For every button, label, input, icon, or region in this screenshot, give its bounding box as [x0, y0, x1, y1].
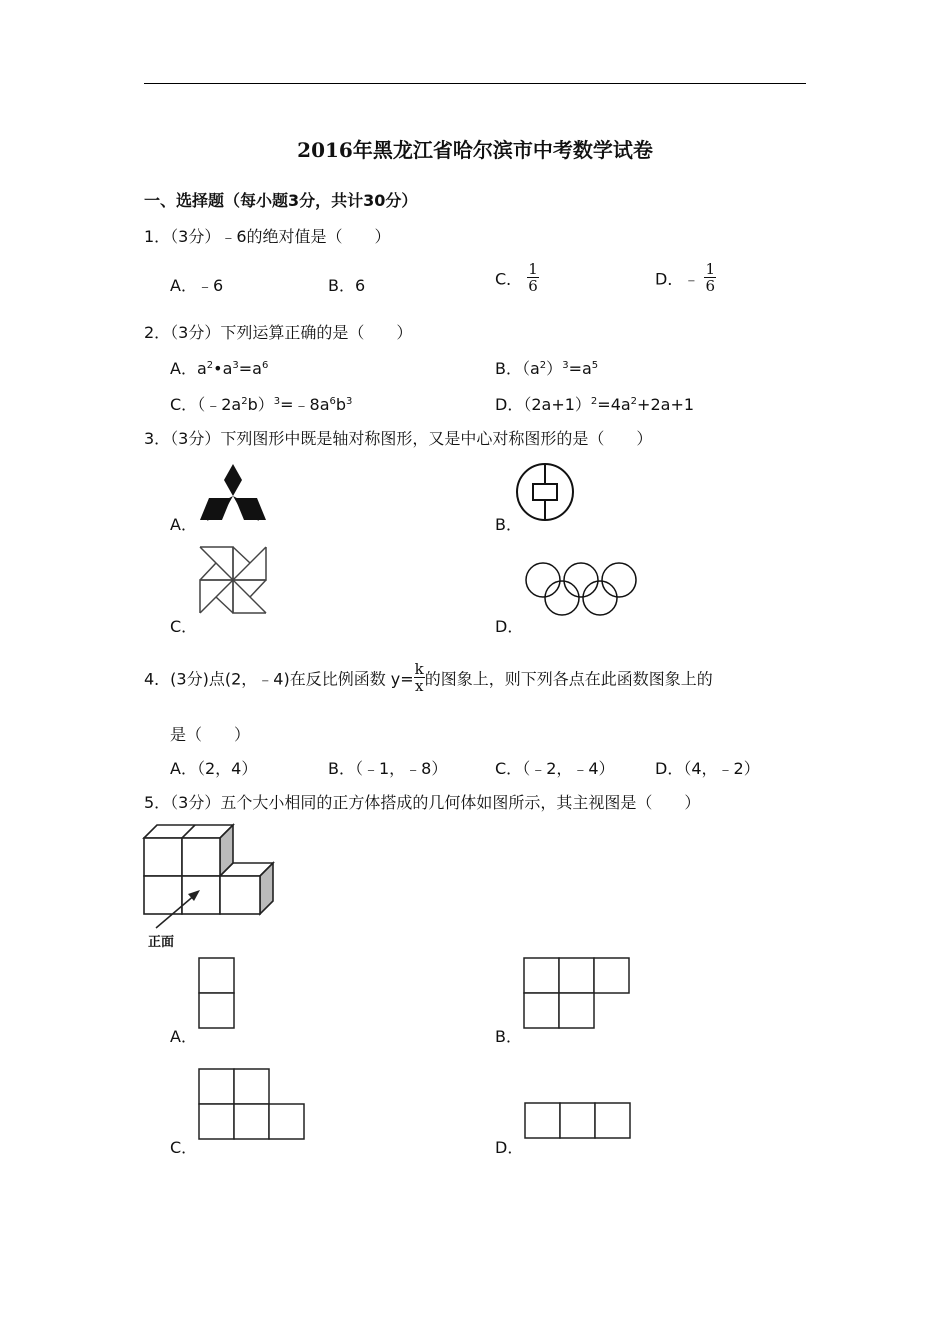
coin-figure	[515, 462, 575, 522]
q1-option-b[interactable]	[328, 273, 365, 296]
option-label: D．	[495, 395, 524, 414]
header-rule	[144, 83, 806, 84]
q4-option-b[interactable]	[328, 756, 447, 779]
option-text: $(a^2)^3=a^5$	[521, 359, 599, 378]
fraction-numerator: 1	[528, 260, 538, 278]
section-heading: 一、选择题（每小题3分，共计30分）	[144, 191, 418, 210]
pinwheel-figure	[198, 545, 268, 615]
q2-option-d[interactable]	[495, 392, 694, 415]
q2-option-b[interactable]	[495, 356, 598, 379]
question-4-stem-line2: 是（ ）	[170, 725, 251, 744]
option-label: A．	[170, 359, 197, 378]
question-2-stem: 2．（3分）下列运算正确的是（ ）	[144, 323, 413, 342]
fraction-numerator: k	[414, 660, 424, 678]
option-label: B．	[328, 276, 355, 295]
q3-option-d-label[interactable]: D．	[495, 617, 524, 636]
option-text: 6	[354, 276, 366, 295]
q5-option-d-label[interactable]: D．	[495, 1138, 524, 1157]
q4-option-a[interactable]	[170, 756, 257, 779]
option-text: $a^2•a^3=a^6$	[196, 359, 269, 378]
question-1-stem: 1．（3分）﹣6的绝对值是（ ）	[144, 227, 391, 246]
q1-option-d[interactable]	[655, 262, 716, 294]
q5-option-b-label[interactable]: B．	[495, 1027, 522, 1046]
q2-option-c[interactable]	[170, 392, 352, 415]
fraction-denominator: x	[414, 677, 424, 695]
option-text: ﹣6	[196, 276, 224, 295]
q3-option-a-label[interactable]: A．	[170, 515, 197, 534]
stem-text: 4．(3分)点(2，﹣4)在反比例函数 y=	[144, 669, 414, 689]
option-label: A．	[170, 759, 197, 778]
option-text: $(2a+1)^2=4a^2+2a+1$	[523, 395, 695, 414]
option-label: C．	[495, 269, 523, 289]
option-label: D．	[655, 269, 684, 289]
fraction-denominator: 6	[705, 277, 715, 295]
question-3-stem: 3．（3分）下列图形中既是轴对称图形，又是中心对称图形的是（ ）	[144, 429, 653, 448]
three-diamonds-figure	[198, 462, 268, 524]
option-label: D．	[655, 759, 684, 778]
q5-option-a-label[interactable]: A．	[170, 1027, 197, 1046]
q3-option-b-label[interactable]: B．	[495, 515, 522, 534]
q1-option-a[interactable]	[170, 273, 223, 296]
page-title: 2016年黑龙江省哈尔滨市中考数学试卷	[297, 138, 653, 162]
option-label: C．	[170, 395, 198, 414]
option-text: （4，﹣2）	[683, 759, 760, 778]
q2-option-a[interactable]	[170, 356, 268, 379]
fraction-denominator: 6	[528, 277, 538, 295]
fraction	[527, 262, 539, 294]
olympic-rings-figure	[523, 562, 643, 618]
q4-option-d[interactable]	[655, 756, 760, 779]
option-text: （﹣1，﹣8）	[354, 759, 448, 778]
front-label: 正面	[148, 935, 175, 950]
fraction	[704, 262, 716, 294]
option-label: A．	[170, 276, 197, 295]
stem-text: 的图象上，则下列各点在此函数图象上的	[424, 669, 713, 689]
view-a-figure	[198, 957, 236, 1029]
option-label: C．	[495, 759, 523, 778]
question-5-stem: 5．（3分）五个大小相同的正方体搭成的几何体如图所示，其主视图是（ ）	[144, 793, 701, 812]
minus-sign: ﹣	[683, 269, 700, 289]
q1-option-c[interactable]	[495, 262, 539, 294]
option-text: （2，4）	[196, 759, 258, 778]
option-text: $(﹣2a^2b)^3=﹣8a^6b^3$	[197, 395, 353, 414]
view-d-figure	[524, 1102, 632, 1140]
q5-option-c-label[interactable]: C．	[170, 1138, 198, 1157]
question-4-stem	[144, 662, 713, 694]
fraction-numerator: 1	[705, 260, 715, 278]
view-c-figure	[198, 1068, 306, 1140]
q3-option-c-label[interactable]: C．	[170, 617, 198, 636]
view-b-figure	[523, 957, 631, 1029]
option-label: B．	[328, 759, 355, 778]
option-text: （﹣2，﹣4）	[522, 759, 615, 778]
option-label: B．	[495, 359, 522, 378]
front-arrow	[150, 882, 210, 932]
fraction-k-over-x	[414, 662, 425, 694]
q4-option-c[interactable]	[495, 756, 615, 779]
